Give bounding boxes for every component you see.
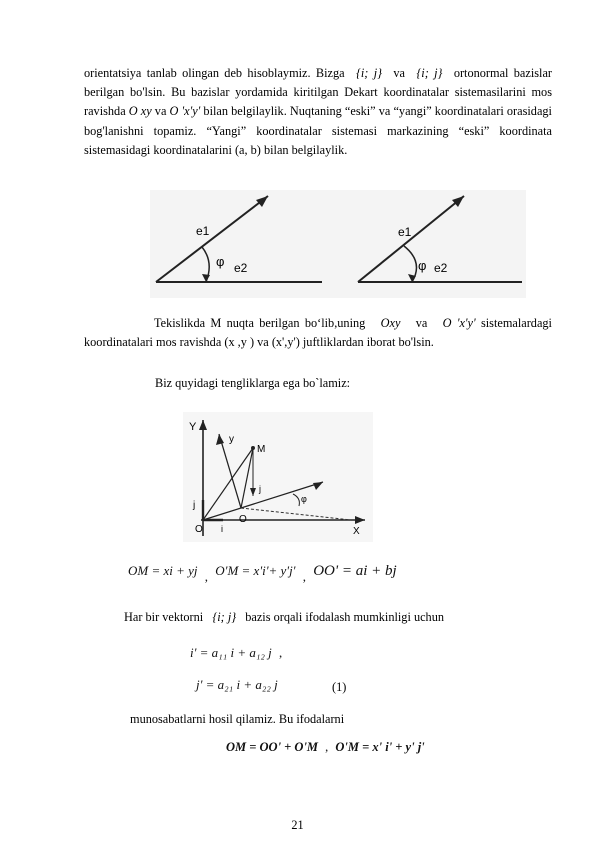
text-span: Har bir vektorni [124,610,204,624]
separator: , [302,569,306,584]
figure-background [183,412,373,542]
text-span: orientatsiya tanlab olingan deb hisoblaymiz. Bizga [84,66,345,80]
Y-label: Y [189,421,197,433]
equation-i-prime [190,645,282,661]
page-number: 21 [291,818,304,832]
paragraph-orientation [84,64,552,160]
basis-expression-line [124,610,444,625]
e1-label: e1 [196,224,210,238]
text-span: va [393,66,406,80]
basis-notation: {i; j} [355,66,383,80]
separator: , [204,569,209,584]
text-span: bazis orqali ifodalash mumkinligi uchun [245,610,444,624]
equation-o-prime-m: O'M = x'i'+ y'j' [215,563,296,578]
y-prime-label: y [229,434,234,445]
text-span: ortonormal bazislar berilgan bo'lsin. Bu bazislar yordamida kiritilgan Dekart koordinatalar sistemasilarini mos ravishda [84,66,553,119]
coordinate-system-label: O 'x'y' [442,316,476,330]
relations-line: munosabatlarni hosil qilamiz. Bu ifodalarni [130,712,345,726]
text-span: Tekislikda M nuqta berilgan bo‘lib,uning [154,316,366,330]
e2-label: e2 [434,261,448,275]
phi-label: φ [418,258,427,273]
equation-text: i' = a₁₁ i + a₁₂ j [190,645,272,660]
j-label: j [193,500,196,511]
e2-label: e2 [234,261,248,275]
j-prime-label: j [259,484,261,494]
O-prime-label: O [239,514,247,525]
equation-line-1 [128,563,397,584]
equation-line-3 [226,740,425,755]
equation-number: (1) [332,680,347,694]
equation-om: OM = xi + yj [128,563,198,578]
coordinate-systems-figure [183,412,373,542]
separator: , [279,645,283,660]
phi-label: φ [216,254,225,269]
e1-label: e1 [398,225,412,239]
text-span: sistemalardagi koordinatalari mos ravishda (x ,y ) va (x',y') juftliklardan iborat bo'lsin. [84,316,552,350]
equation-o-prime-m: O'M = x' i' + y' j' [335,740,425,754]
angle-figures [150,190,526,298]
text-span: bilan belgilaylik. Nuqtaning “eski” va “yangi” koordinatalari orasidagi bog'lanishni topamiz. “Yangi” koordinatalar sistemasi markazining “eski” koordinata sistemasidagi koordinatalarini (a, b) bilan belgilaylik. [84,104,552,157]
coordinate-system-label: O xy [128,104,152,119]
equation-om-sum: OM = OO' + O'M [226,740,319,754]
basis-notation: {i; j} [416,66,443,80]
M-label: M [257,444,266,455]
X-label: X [353,526,360,537]
intro-line: Biz quyidagi tengliklarga ega bo`lamiz: [155,376,351,390]
O-label: O [195,524,203,535]
coordinate-system-label: O 'x'y' [169,104,201,119]
equation-text: j' = a₂₁ i + a₂₂ j [196,677,278,692]
i-label: i [221,524,223,534]
equation-j-prime [196,677,278,693]
text-span: va [154,104,167,119]
basis-notation: {i; j} [212,610,237,624]
phi-label: φ [301,494,307,504]
coordinate-system-label: Oxy [380,316,401,330]
equation-oo-prime: OO' = ai + bj [313,563,397,579]
paragraph-point-m [84,314,552,352]
text-span: va [415,316,428,330]
separator: , [325,740,329,754]
